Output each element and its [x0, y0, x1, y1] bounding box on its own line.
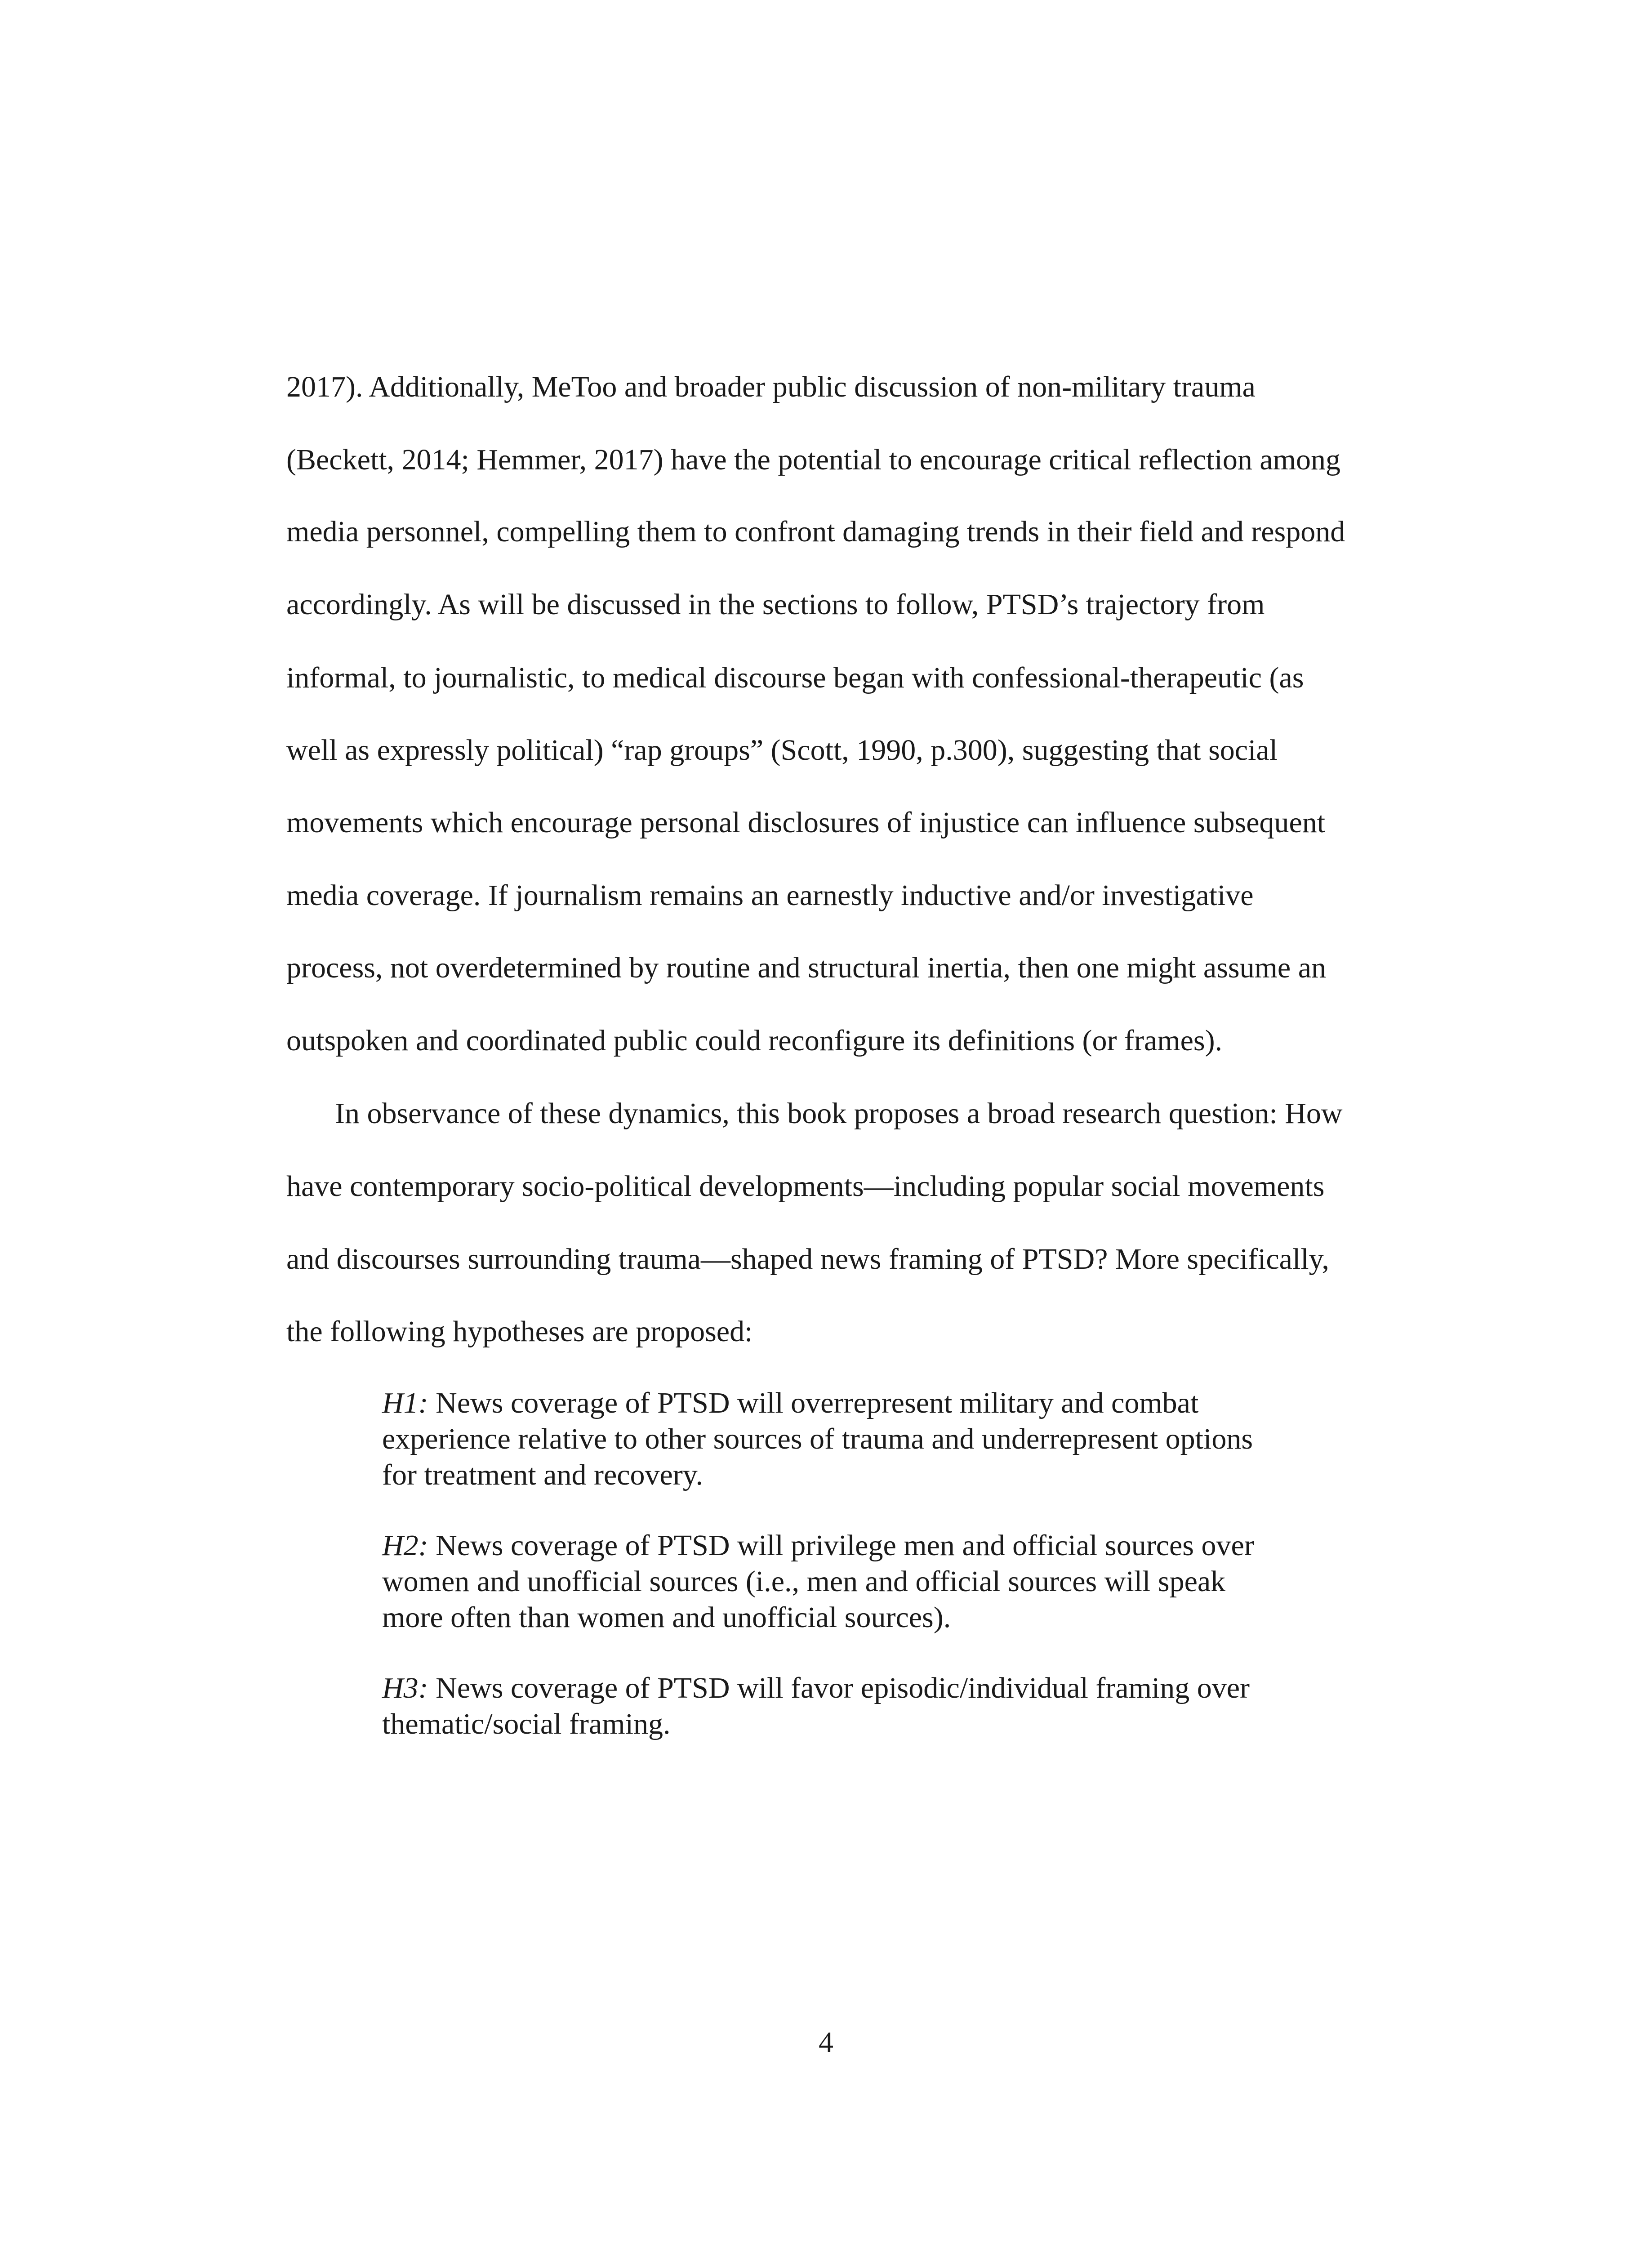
hypothesis-line: women and unofficial sources (i.e., men and official sources will speak [382, 1565, 1226, 1598]
paragraph-line: 2017). Additionally, MeToo and broader public discussion of non-military trauma [286, 370, 1256, 403]
paragraph-line: the following hypotheses are proposed: [286, 1315, 753, 1348]
paragraph-line: outspoken and coordinated public could reconfigure its definitions (or frames). [286, 1024, 1223, 1057]
paragraph-line: well as expressly political) “rap groups” (Scott, 1990, p.300), suggesting that social [286, 734, 1278, 767]
hypothesis-line: more often than women and unofficial sources). [382, 1601, 951, 1634]
hypothesis-line [382, 1673, 1250, 1703]
paragraph-line: (Beckett, 2014; Hemmer, 2017) have the potential to encourage critical reflection among [286, 443, 1340, 476]
hypothesis-label: H3: [382, 1672, 428, 1704]
paragraph-line: process, not overdetermined by routine and structural inertia, then one might assume an [286, 951, 1326, 984]
hypothesis-text: News coverage of PTSD will privilege men and official sources over [428, 1529, 1254, 1562]
hypothesis-line: thematic/social framing. [382, 1708, 671, 1740]
paragraph-line: movements which encourage personal disclosures of injustice can influence subsequent [286, 806, 1326, 839]
hypothesis-text: News coverage of PTSD will overrepresent military and combat [428, 1387, 1199, 1419]
paragraph-line: accordingly. As will be discussed in the sections to follow, PTSD’s trajectory from [286, 588, 1265, 621]
hypothesis-line [382, 1531, 1254, 1561]
hypothesis-line: for treatment and recovery. [382, 1459, 704, 1491]
hypothesis-line [382, 1388, 1198, 1418]
paragraph-line: informal, to journalistic, to medical discourse began with confessional-therapeutic (as [286, 661, 1304, 694]
paragraph-line: and discourses surrounding trauma—shaped news framing of PTSD? More specifically, [286, 1243, 1329, 1276]
hypothesis-line: experience relative to other sources of trauma and underrepresent options [382, 1423, 1253, 1455]
hypothesis-label: H2: [382, 1529, 428, 1562]
hypothesis-text: News coverage of PTSD will favor episodic/individual framing over [428, 1672, 1250, 1704]
paragraph-line: media coverage. If journalism remains an earnestly inductive and/or investigative [286, 879, 1254, 912]
hypothesis-label: H1: [382, 1387, 428, 1419]
paragraph-line: media personnel, compelling them to confront damaging trends in their field and respond [286, 515, 1345, 548]
page-number: 4 [819, 2026, 833, 2059]
paragraph-line: have contemporary socio-political developments—including popular social movements [286, 1170, 1325, 1203]
paragraph-line: In observance of these dynamics, this book proposes a broad research question: How [335, 1097, 1343, 1130]
